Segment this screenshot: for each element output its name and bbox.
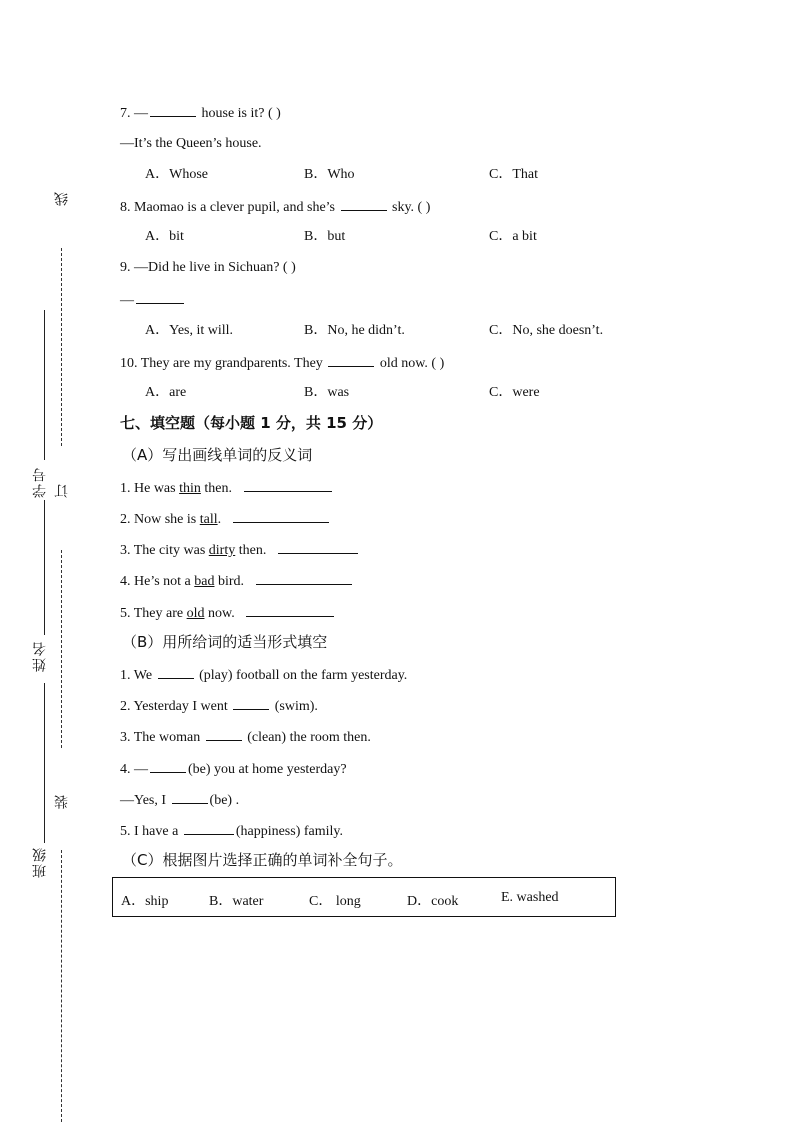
answer-blank[interactable]: [341, 197, 387, 211]
dashed-cut-line: [61, 248, 62, 446]
q10-stem: 10. They are my grandparents. They old now. ( ): [120, 353, 444, 373]
name-field-line: [44, 500, 45, 635]
answer-blank[interactable]: [150, 759, 186, 773]
q10-option-b[interactable]: B．was: [304, 385, 350, 400]
answer-blank[interactable]: [278, 540, 358, 554]
part-b-item: 2. Yesterday I went (swim).: [120, 696, 318, 716]
answer-blank[interactable]: [172, 790, 208, 804]
part-b-item: 5. I have a (happiness) family.: [120, 821, 343, 841]
q9-option-c[interactable]: C．No, she doesn’t.: [489, 323, 604, 338]
word-bank-box: [112, 877, 616, 917]
word-option-e[interactable]: E. washed: [501, 890, 559, 905]
q8-option-a[interactable]: A．bit: [145, 229, 184, 244]
part-b-item: —Yes, I (be) .: [120, 790, 239, 810]
part-a-item: 3. The city was dirty then.: [120, 540, 360, 560]
part-b-title: （B）用所给词的适当形式填空: [122, 633, 328, 651]
q9-option-a[interactable]: A．Yes, it will.: [145, 323, 234, 338]
name-label: 姓名: [32, 640, 48, 672]
section-title: 七、填空题（每小题 1 分，共 15 分）: [120, 414, 383, 432]
part-a-item: 5. They are old now.: [120, 603, 336, 623]
word-option-a[interactable]: A．ship: [121, 894, 169, 909]
part-b-item: 4. — (be) you at home yesterday?: [120, 759, 347, 779]
answer-blank[interactable]: [158, 665, 194, 679]
q10-option-c[interactable]: C．were: [489, 385, 540, 400]
cut-mark-ding: 订: [54, 482, 70, 498]
answer-blank[interactable]: [244, 478, 332, 492]
part-a-item: 2. Now she is tall.: [120, 509, 331, 529]
class-label: 班级: [32, 846, 48, 878]
student-id-label: 学号: [32, 466, 48, 498]
answer-blank[interactable]: [150, 103, 196, 117]
answer-blank[interactable]: [206, 727, 242, 741]
q8-option-b[interactable]: B．but: [304, 229, 346, 244]
cut-mark-zhuang: 装: [54, 793, 70, 809]
q7-option-a[interactable]: A．Whose: [145, 167, 208, 182]
word-option-c[interactable]: C． long: [309, 894, 361, 909]
dashed-cut-line: [61, 550, 62, 748]
q7-reply: —It’s the Queen’s house.: [120, 136, 262, 151]
answer-blank[interactable]: [184, 821, 234, 835]
part-b-item: 3. The woman (clean) the room then.: [120, 727, 371, 747]
answer-blank[interactable]: [328, 353, 374, 367]
part-a-item: 1. He was thin then.: [120, 478, 334, 498]
part-a-item: 4. He’s not a bad bird.: [120, 571, 354, 591]
q10-option-a[interactable]: A．are: [145, 385, 187, 400]
answer-blank[interactable]: [233, 509, 329, 523]
part-c-title: （C）根据图片选择正确的单词补全句子。: [122, 851, 403, 869]
q9-reply: —: [120, 290, 186, 310]
answer-blank[interactable]: [136, 290, 184, 304]
q9-option-b[interactable]: B．No, he didn’t.: [304, 323, 405, 338]
answer-blank[interactable]: [246, 603, 334, 617]
q8-option-c[interactable]: C．a bit: [489, 229, 537, 244]
q8-stem: 8. Maomao is a clever pupil, and she’s sky. ( ): [120, 197, 430, 217]
q7-option-b[interactable]: B．Who: [304, 167, 355, 182]
word-option-b[interactable]: B．water: [209, 894, 264, 909]
cut-mark-xian: 线: [54, 190, 70, 206]
student-id-field-line: [44, 310, 45, 460]
word-option-d[interactable]: D．cook: [407, 894, 459, 909]
q7-option-c[interactable]: C．That: [489, 167, 538, 182]
dashed-cut-line: [61, 850, 62, 1122]
q7-stem: 7. — house is it? ( ): [120, 103, 281, 123]
part-b-item: 1. We (play) football on the farm yesterday.: [120, 665, 407, 685]
part-a-title: （A）写出画线单词的反义词: [122, 446, 313, 464]
answer-blank[interactable]: [233, 696, 269, 710]
class-field-line: [44, 683, 45, 843]
q9-stem: 9. —Did he live in Sichuan? ( ): [120, 260, 296, 275]
answer-blank[interactable]: [256, 571, 352, 585]
